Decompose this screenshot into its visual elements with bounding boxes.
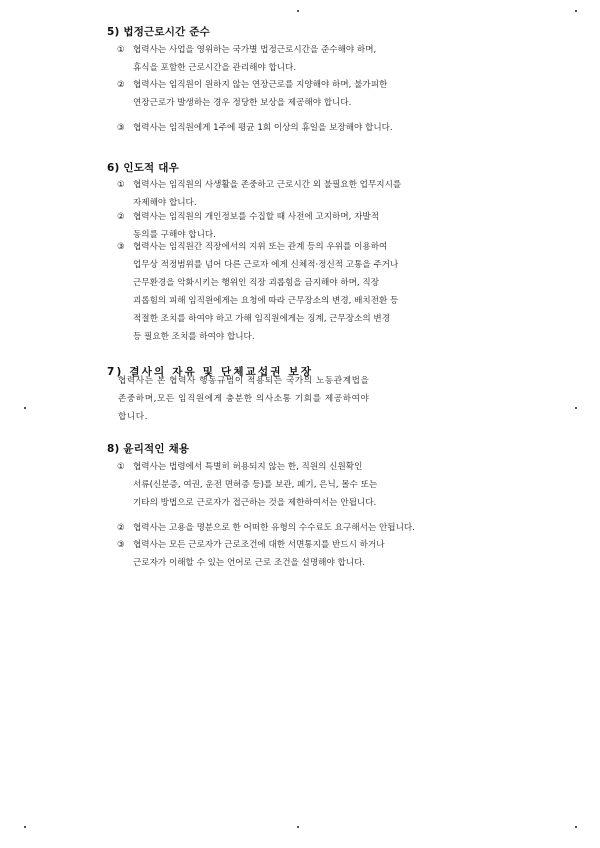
item-line: 근무환경을 악화시키는 행위인 직장 괴롭힘을 금지해야 하며, 직장 bbox=[133, 278, 379, 288]
margin-dot bbox=[24, 826, 26, 828]
item-marker: ③ bbox=[117, 242, 125, 252]
section-title: 7) 결사의 자유 및 단체교섭권 보장 bbox=[107, 366, 314, 378]
item-line: 협력사는 고용을 명분으로 한 어떠한 유형의 수수료도 요구해서는 안됩니다. bbox=[133, 523, 415, 533]
item-line: 괴롭힘의 피해 임직원에게는 요청에 따라 근무장소의 변경, 배치전환 등 bbox=[133, 296, 399, 306]
item-marker: ① bbox=[117, 180, 125, 190]
item-text bbox=[133, 238, 398, 346]
margin-dot bbox=[24, 407, 26, 409]
margin-dot bbox=[575, 826, 577, 828]
margin-dot bbox=[575, 10, 577, 12]
paragraph-line: 존중하며,모든 임직원에게 충분한 의사소통 기회를 제공하여야 bbox=[118, 394, 370, 404]
item-line: 협력사는 모든 근로자가 근로조건에 대한 서면통지를 반드시 하거나 bbox=[133, 540, 385, 550]
item-text bbox=[133, 458, 377, 512]
item-marker: ① bbox=[117, 45, 125, 55]
paragraph-line: 협력사는 본 협력사 행동규범이 적용되는 국가의 노동관계법을 bbox=[118, 376, 370, 386]
item-line: 연장근로가 발생하는 경우 정당한 보상을 제공해야 합니다. bbox=[133, 98, 352, 108]
item-text bbox=[133, 536, 385, 572]
item-text bbox=[133, 41, 376, 77]
item-text bbox=[133, 76, 387, 112]
section-title: 5) 법정근로시간 준수 bbox=[107, 26, 210, 38]
margin-dot bbox=[297, 826, 299, 828]
item-line: 적절한 조치를 하여야 하고 가해 임직원에게는 징계, 근무장소의 변경 bbox=[133, 314, 391, 324]
item-line: 협력사는 임직원간 직장에서의 지위 또는 관계 등의 우위를 이용하여 bbox=[133, 242, 388, 252]
item-line: 자제해야 합니다. bbox=[133, 198, 197, 208]
paragraph-line: 합니다. bbox=[118, 412, 149, 422]
item-text bbox=[133, 119, 393, 137]
item-line: 협력사는 임직원의 사생활을 존중하고 근로시간 외 불필요한 업무지시를 bbox=[133, 180, 402, 190]
margin-dot bbox=[297, 10, 299, 12]
item-marker: ③ bbox=[117, 540, 125, 550]
item-line: 협력사는 임직원의 개인정보를 수집할 때 사전에 고지하며, 자발적 bbox=[133, 212, 379, 222]
item-marker: ② bbox=[117, 80, 125, 90]
item-text bbox=[133, 519, 415, 537]
item-marker: ① bbox=[117, 462, 125, 472]
item-line: 협력사는 법령에서 특별히 허용되지 않는 한, 직원의 신원확인 bbox=[133, 462, 363, 472]
item-line: 서류(신분증, 여권, 운전 면허증 등)를 보관, 폐기, 은닉, 몰수 또는 bbox=[133, 480, 378, 490]
item-line: 업무상 적정범위를 넘어 다른 근로자 에게 신체적·정신적 고통을 주거나 bbox=[133, 260, 399, 270]
section-title: 6) 인도적 대우 bbox=[107, 162, 179, 174]
item-line: 협력사는 임직원에게 1주에 평균 1회 이상의 휴일을 보장해야 합니다. bbox=[133, 123, 393, 133]
section-paragraph bbox=[118, 372, 369, 426]
item-line: 동의를 구해야 합니다. bbox=[133, 230, 216, 240]
item-marker: ③ bbox=[117, 123, 125, 133]
item-line: 등 필요한 조치를 하여야 합니다. bbox=[133, 332, 255, 342]
item-line: 휴식을 포함한 근로시간을 관리해야 합니다. bbox=[133, 63, 297, 73]
item-line: 협력사는 사업을 영위하는 국가별 법정근로시간을 준수해야 하며, bbox=[133, 45, 377, 55]
section-title: 8) 윤리적인 채용 bbox=[107, 443, 190, 455]
item-line: 기타의 방법으로 근로자가 접근하는 것을 제한하여서는 안됩니다. bbox=[133, 498, 377, 508]
item-text bbox=[133, 176, 401, 212]
item-line: 협력사는 임직원이 원하지 않는 연장근로를 지양해야 하며, 불가피한 bbox=[133, 80, 388, 90]
item-marker: ② bbox=[117, 212, 125, 222]
item-marker: ② bbox=[117, 523, 125, 533]
margin-dot bbox=[575, 407, 577, 409]
item-line: 근로자가 이해할 수 있는 언어로 근로 조건을 설명해야 합니다. bbox=[133, 558, 366, 568]
